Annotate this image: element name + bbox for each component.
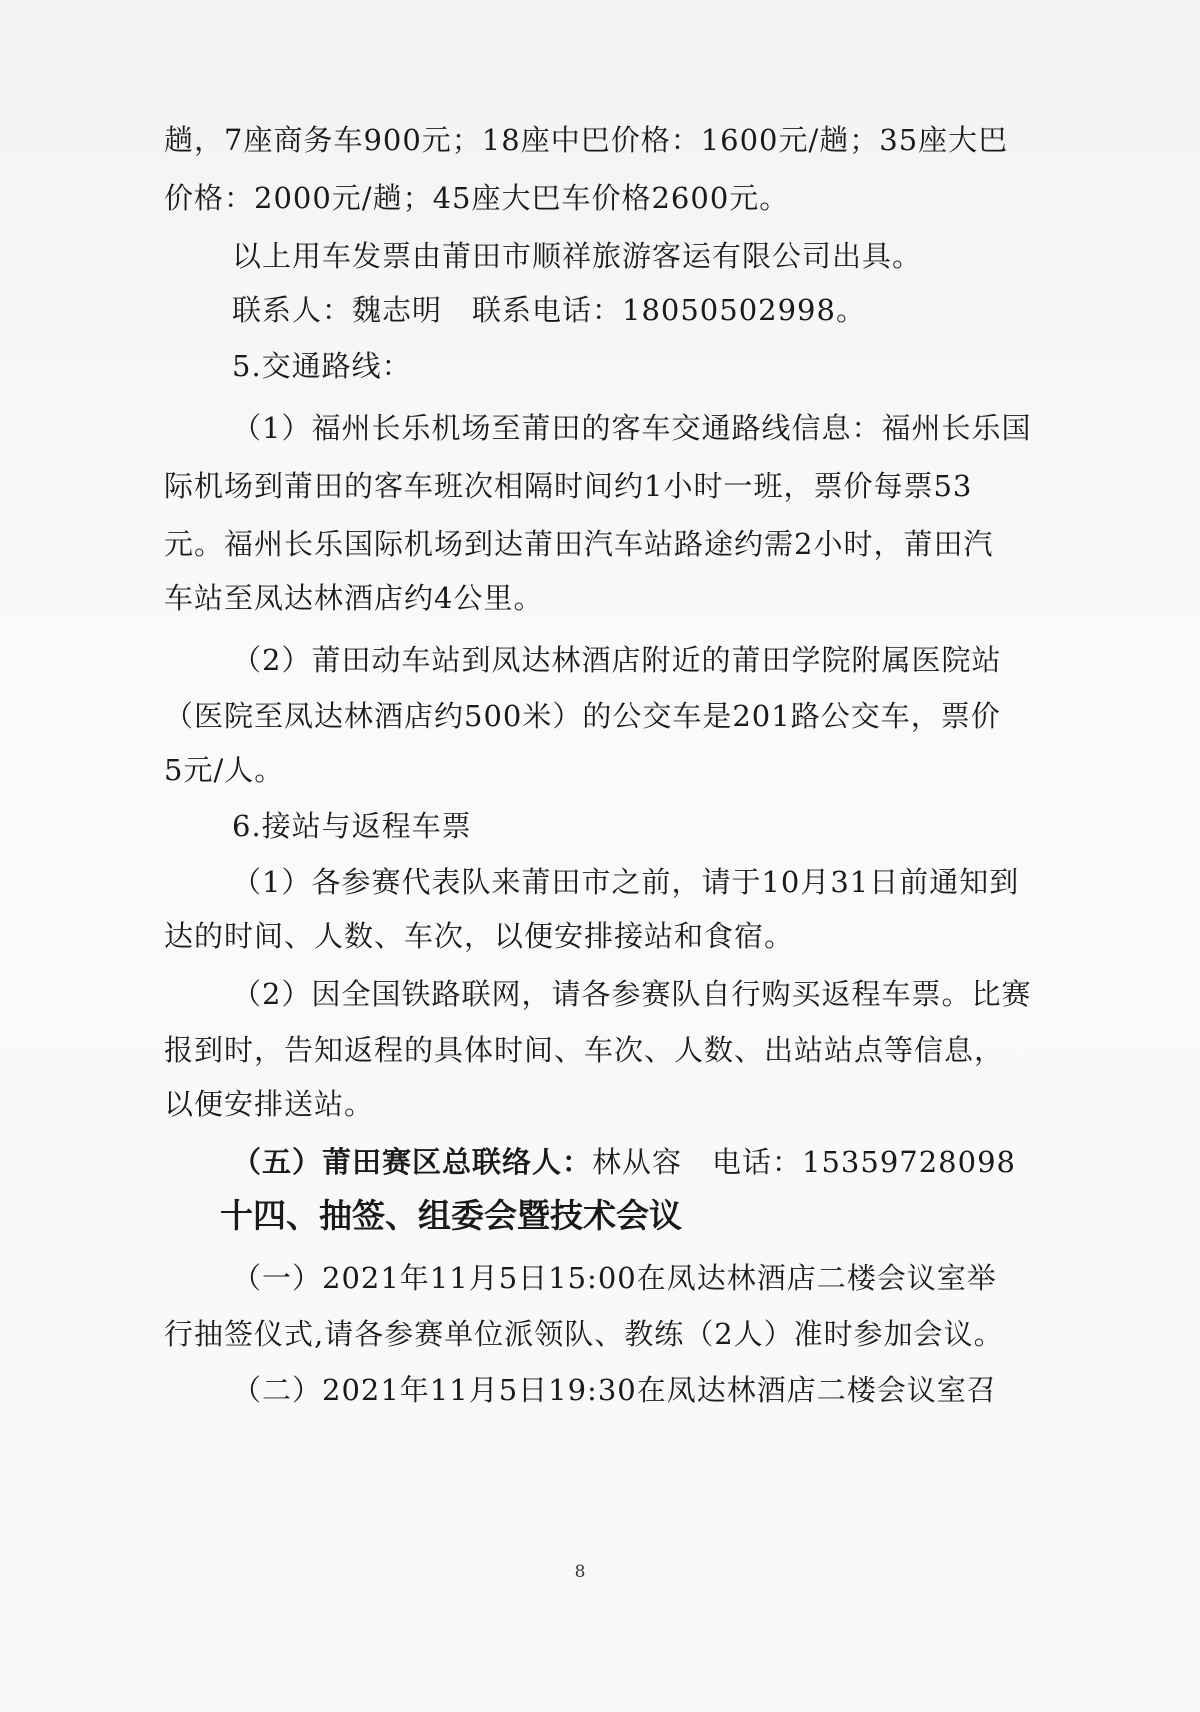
text-line: 际机场到莆田的客车班次相隔时间约1小时一班，票价每票53 [164,469,973,503]
text-line: （医院至凤达林酒店约500米）的公交车是201路公交车，票价 [164,699,1001,733]
section-heading: 十四、抽签、组委会暨技术会议 [220,1196,682,1235]
text-line: （1）福州长乐机场至莆田的客车交通路线信息：福州长乐国 [232,411,1032,445]
text-line: 5.交通路线： [232,349,412,383]
general-contact-line [232,1142,1016,1182]
text-line: （一）2021年11月5日15:00在凤达林酒店二楼会议室举 [232,1261,997,1295]
text-line: 趟，7座商务车900元；18座中巴价格：1600元/趟；35座大巴 [164,123,1009,157]
text-line: 以便安排送站。 [164,1087,375,1121]
text-line: 价格：2000元/趟；45座大巴车价格2600元。 [164,181,790,215]
text-line: 行抽签仪式,请各参赛单位派领队、教练（2人）准时参加会议。 [164,1317,1004,1351]
text-line: 以上用车发票由莆田市顺祥旅游客运有限公司出具。 [232,239,923,273]
general-contact-label: （五）莆田赛区总联络人： [232,1145,593,1179]
text-line: 6.接站与返程车票 [232,809,472,843]
text-line: 达的时间、人数、车次，以便安排接站和食宿。 [164,919,795,953]
page-number: 8 [574,1562,586,1582]
text-line: （2）因全国铁路联网，请各参赛队自行购买返程车票。比赛 [232,977,1032,1011]
text-line: （2）莆田动车站到凤达林酒店附近的莆田学院附属医院站 [232,643,1002,677]
text-line: 报到时，告知返程的具体时间、车次、人数、出站站点等信息， [164,1033,1005,1067]
text-line: 5元/人。 [164,753,285,787]
text-line: （二）2021年11月5日19:30在凤达林酒店二楼会议室召 [232,1373,997,1407]
text-line: （1）各参赛代表队来莆田市之前，请于10月31日前通知到 [232,865,1020,899]
text-line: 联系人：魏志明 联系电话：18050502998。 [232,293,866,327]
text-line: 车站至凤达林酒店约4公里。 [164,581,544,615]
general-contact-value: 林从容 电话：15359728098 [592,1145,1016,1179]
text-line: 元。福州长乐国际机场到达莆田汽车站路途约需2小时，莆田汽 [164,527,994,561]
